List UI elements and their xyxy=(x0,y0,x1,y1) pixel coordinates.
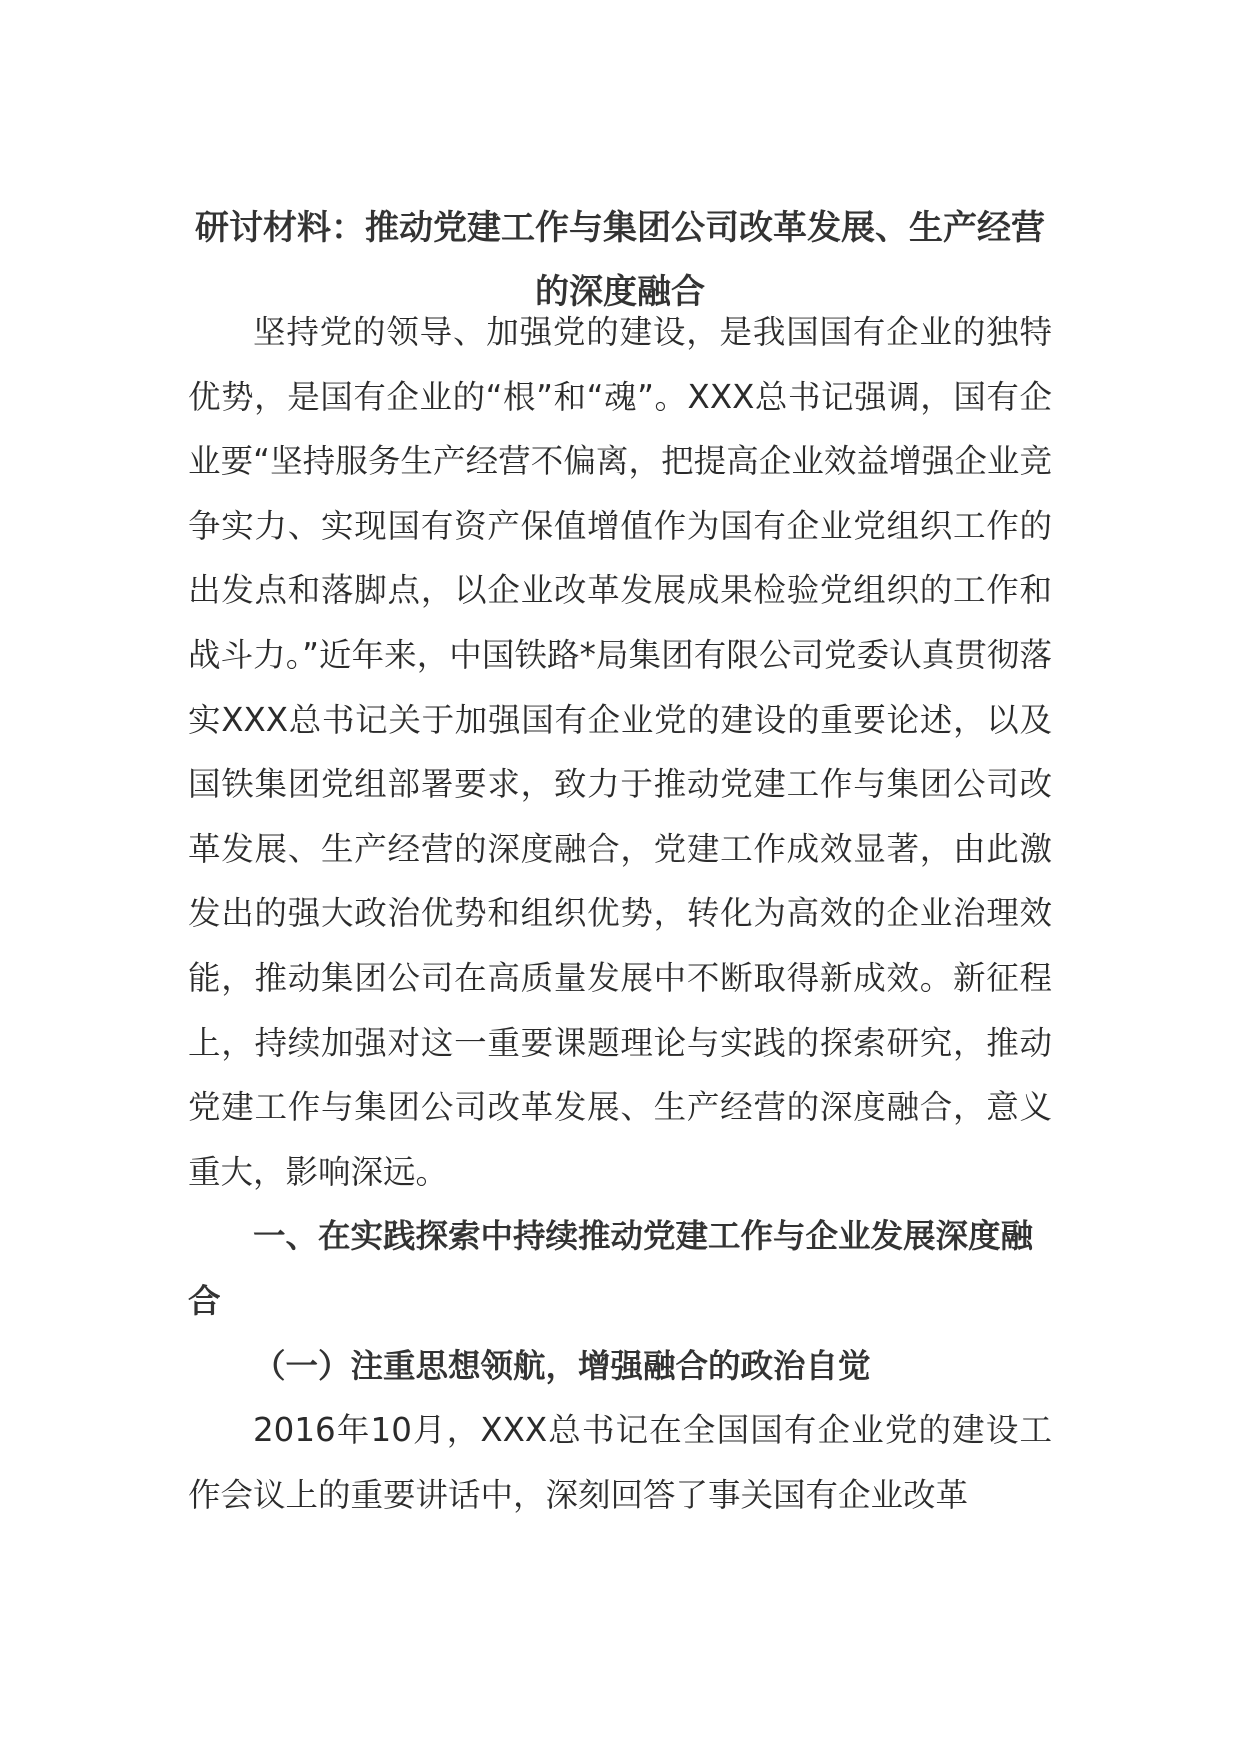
subsection-heading-1: （一）注重思想领航，增强融合的政治自觉 xyxy=(253,1346,871,1385)
title-line-2: 的深度融合 xyxy=(535,272,705,312)
intro-paragraph: 坚持党的领导、加强党的建设，是我国国有企业的独特优势，是国有企业的“根”和“魂”。XXX总书记强调，国有企业要“坚持服务生产经营不偏离，把提高企业效益增强企业竞争实力、实现国有资产保值增值作为国有企业党组织工作的出发点和落脚点，以企业改革发展成果检验党组织的工作和战斗力。”近年来，中国铁路*局集团有限公司党委认真贯彻落实XXX总书记关于加强国有企业党的建设的重要论述，以及国铁集团党组部署要求，致力于推动党建工作与集团公司改革发展、生产经营的深度融合，党建工作成效显著，由此激发出的强大政治优势和组织优势，转化为高效的企业治理效能，推动集团公司在高质量发展中不断取得新成效。新征程上，持续加强对这一重要课题理论与实践的探索研究，推动党建工作与集团公司改革发展、生产经营的深度融合，意义重大，影响深远。 xyxy=(188,313,1052,1191)
subsection-paragraph-1: 2016年10月，XXX总书记在全国国有企业党的建设工作会议上的重要讲话中，深刻回答了事关国有企业改革 xyxy=(188,1411,1052,1514)
section-heading-1: 一、在实践探索中持续推动党建工作与企业发展深度融合 xyxy=(188,1217,1034,1320)
title-line-1: 研讨材料：推动党建工作与集团公司改革发展、生产经营 xyxy=(195,208,1045,248)
document-body xyxy=(188,300,1052,1527)
